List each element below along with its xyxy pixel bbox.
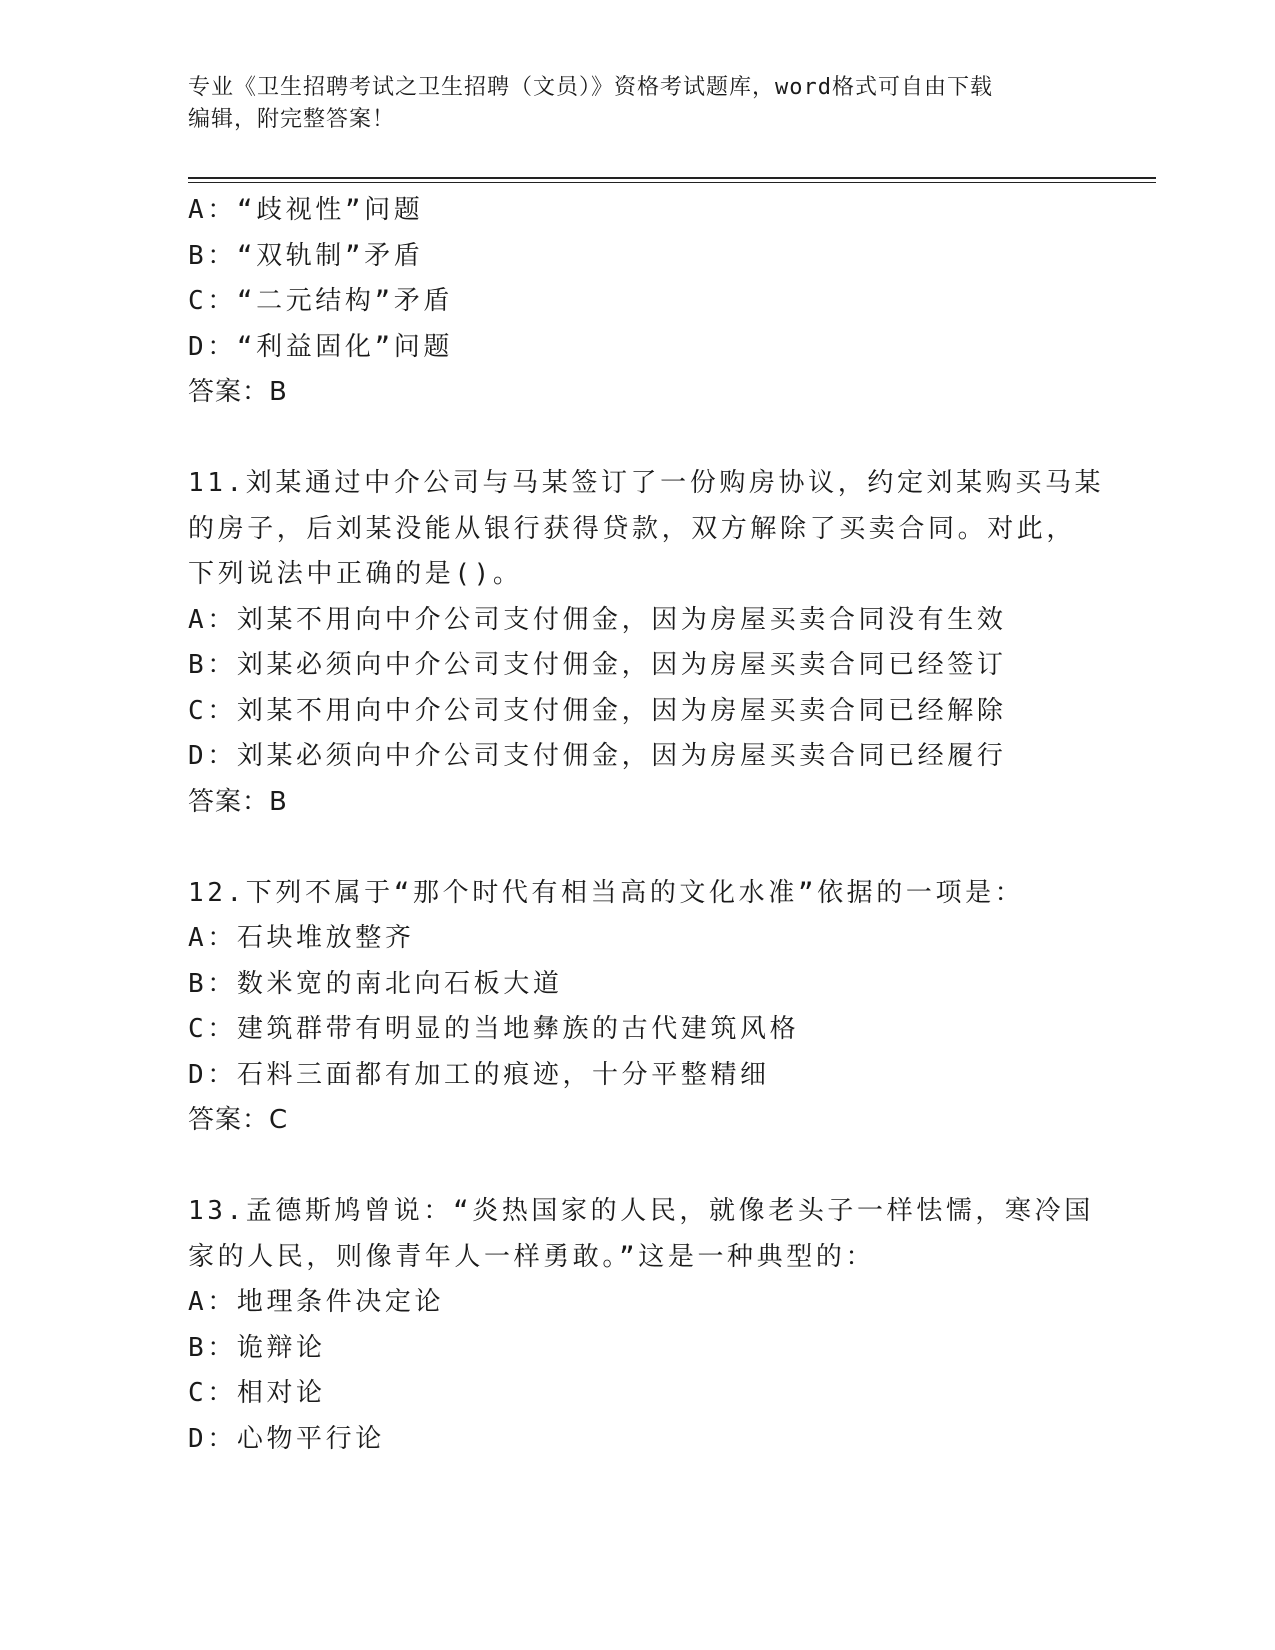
question-stem-line: 12.下列不属于“那个时代有相当高的文化水准”依据的一项是： [188,877,1025,908]
question-stem-line: 家的人民，则像青年人一样勇敢。”这是一种典型的： [188,1241,876,1272]
option-b: B：诡辩论 [188,1332,326,1363]
header-line-1: 专业《卫生招聘考试之卫生招聘（文员）》资格考试题库，word格式可自由下载 [188,75,993,100]
option-c: C：相对论 [188,1378,326,1408]
question-13 [188,1189,1094,1462]
header-rule-thin [188,182,1156,183]
question-list [188,188,1105,1462]
option-b: B：“双轨制”矛盾 [188,240,424,271]
option-d: D：石料三面都有加工的痕迹，十分平整精细 [188,1059,770,1090]
answer: 答案：B [188,786,288,817]
option-a: A：地理条件决定论 [188,1287,445,1317]
document-header [188,72,1088,136]
option-d: D：“利益固化”问题 [188,331,453,362]
option-a: A：石块堆放整齐 [188,923,415,953]
spacer [188,825,1088,871]
header-rule-thick [188,177,1156,179]
question-11 [188,461,1105,825]
option-a: A：“歧视性”问题 [188,195,424,225]
option-b: B：数米宽的南北向石板大道 [188,968,563,999]
option-c: C：建筑群带有明显的当地彝族的古代建筑风格 [188,1014,800,1044]
option-d: D：心物平行论 [188,1423,385,1454]
option-d: D：刘某必须向中介公司支付佣金，因为房屋买卖合同已经履行 [188,741,1007,771]
option-a: A：刘某不用向中介公司支付佣金，因为房屋买卖合同没有生效 [188,604,1007,635]
answer: 答案：B [188,377,288,407]
question-12 [188,871,1088,1144]
answer: 答案：C [188,1105,289,1135]
option-c: C：“二元结构”矛盾 [188,286,453,316]
question-stem-line: 下列说法中正确的是()。 [188,559,523,589]
spacer [188,416,1088,462]
question-stem-line: 11.刘某通过中介公司与马某签订了一份购房协议，约定刘某购买马某 [188,468,1105,498]
header-line-2: 编辑，附完整答案！ [188,107,396,132]
option-c: C：刘某不用向中介公司支付佣金，因为房屋买卖合同已经解除 [188,695,1007,726]
question-10 [188,188,1088,416]
option-b: B：刘某必须向中介公司支付佣金，因为房屋买卖合同已经签订 [188,650,1007,680]
spacer [188,1144,1088,1190]
question-stem-line: 的房子，后刘某没能从银行获得贷款，双方解除了买卖合同。对此， [188,513,1077,544]
question-stem-line: 13.孟德斯鸠曾说：“炎热国家的人民，就像老头子一样怯懦，寒冷国 [188,1196,1094,1226]
